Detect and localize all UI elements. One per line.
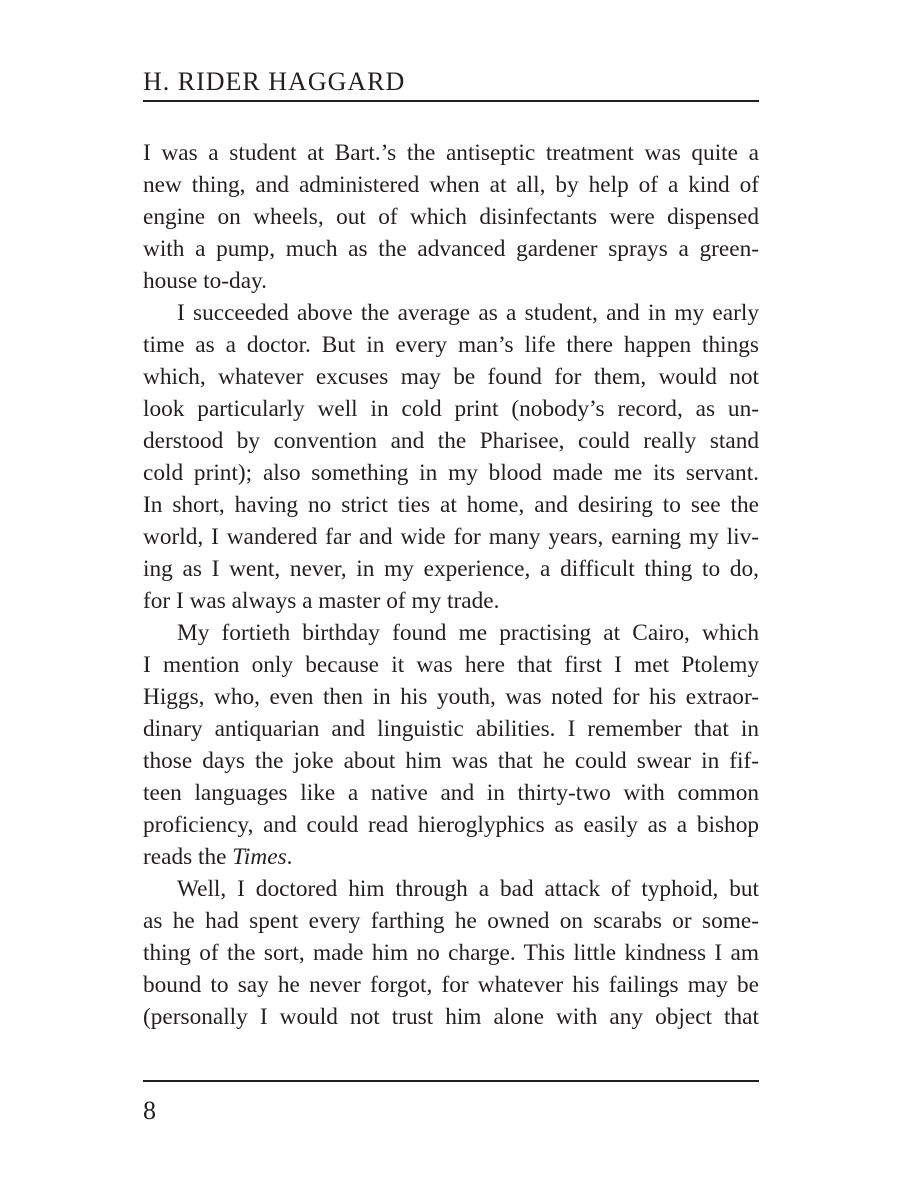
line-punctuation: .	[286, 844, 293, 870]
text-line-with-italic	[143, 841, 759, 873]
text-line: I mention only because it was here that first I met Ptolemy	[143, 652, 759, 678]
text-line: cold print); also something in my blood made me its servant.	[143, 460, 759, 486]
body-text	[143, 137, 759, 1033]
text-line: as he had spent every farthing he owned on scarabs or some-	[143, 908, 759, 934]
text-line: teen languages like a native and in thirty-two with common	[143, 780, 759, 806]
text-line: ing as I went, never, in my experience, a difficult thing to do,	[143, 556, 759, 582]
italic-title: Times	[232, 844, 287, 870]
text-line: new thing, and administered when at all, by help of a kind of	[143, 172, 759, 198]
text-line: Well, I doctored him through a bad attack of typhoid, but	[177, 876, 759, 902]
text-line: dinary antiquarian and linguistic abilities. I remember that in	[143, 716, 759, 742]
text-line: I succeeded above the average as a student, and in my early	[177, 300, 759, 326]
line-text: reads the	[143, 844, 233, 870]
footer-rule	[143, 1080, 759, 1082]
text-line: house to-day.	[143, 268, 268, 294]
text-line: which, whatever excuses may be found for them, would not	[143, 364, 759, 390]
text-line: world, I wandered far and wide for many years, earning my liv-	[143, 524, 759, 550]
text-line: derstood by convention and the Pharisee, could really stand	[143, 428, 759, 454]
header-rule	[143, 100, 759, 102]
text-line: for I was always a master of my trade.	[143, 588, 500, 614]
running-head: H. RIDER HAGGARD	[143, 67, 406, 96]
text-line: engine on wheels, out of which disinfectants were dispensed	[143, 204, 759, 230]
text-line: My fortieth birthday found me practising at Cairo, which	[177, 620, 759, 646]
text-line: with a pump, much as the advanced gardener sprays a green-	[143, 236, 759, 262]
text-line: proficiency, and could read hieroglyphics as easily as a bishop	[143, 812, 759, 838]
text-line: thing of the sort, made him no charge. This little kindness I am	[143, 940, 759, 966]
text-line: those days the joke about him was that he could swear in fif-	[143, 748, 759, 774]
page-number: 8	[143, 1096, 156, 1125]
text-line: (personally I would not trust him alone with any object that	[143, 1004, 759, 1030]
text-line: bound to say he never forgot, for whatever his failings may be	[143, 972, 759, 998]
text-line: look particularly well in cold print (nobody’s record, as un-	[143, 396, 759, 422]
text-line: In short, having no strict ties at home, and desiring to see the	[143, 492, 759, 518]
text-line: Higgs, who, even then in his youth, was noted for his extraor-	[143, 684, 759, 710]
text-line: I was a student at Bart.’s the antiseptic treatment was quite a	[143, 140, 759, 166]
text-line: time as a doctor. But in every man’s life there happen things	[143, 332, 759, 358]
